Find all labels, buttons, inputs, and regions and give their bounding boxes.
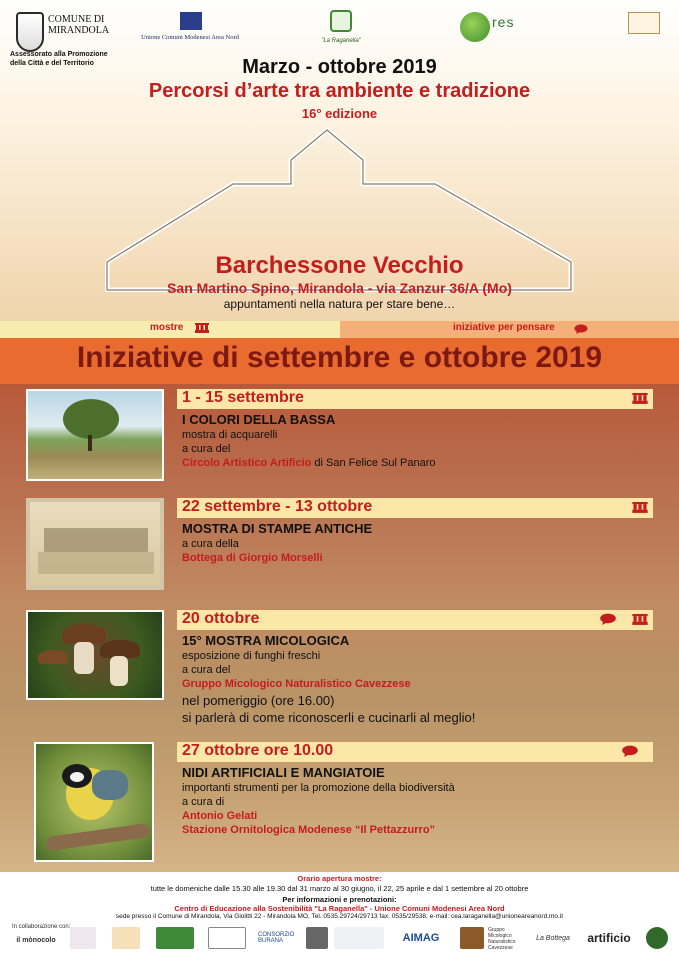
sponsor-artificio-logo: artificio — [587, 931, 631, 945]
edition-label: 16° edizione — [301, 106, 378, 121]
info-center: Centro di Educazione alla Sostenibilità "La Raganella" - Unione Comuni Modenesi Area Nord — [174, 904, 505, 913]
event-4-organization: Stazione Ornitologica Modenese “Il Pettazzurro” — [182, 824, 436, 836]
exhibition-icon — [631, 502, 649, 514]
coat-of-arms-icon — [16, 12, 44, 52]
venue-tagline: appuntamenti nella natura per stare bene… — [223, 297, 456, 311]
partner-logo — [618, 10, 670, 46]
event-1-date: 1 - 15 settembre — [182, 389, 304, 406]
event-4-organizer: Antonio Gelati — [182, 810, 258, 822]
legend-iniziative-label: iniziative per pensare — [453, 322, 555, 333]
event-1-organizer-line — [182, 457, 436, 469]
venue-name: Barchessone Vecchio — [215, 252, 464, 279]
sponsor-logo-7 — [306, 927, 328, 949]
raganella-logo — [310, 8, 372, 52]
main-title: Iniziative di settembre e ottobre 2019 — [76, 341, 603, 374]
mushrooms-image — [26, 610, 164, 700]
event-3-date: 20 ottobre — [182, 610, 260, 627]
sponsor-logo-5 — [208, 927, 246, 949]
exhibition-icon — [631, 393, 649, 405]
series-subtitle: Percorsi d’arte tra ambiente e tradizione — [148, 80, 531, 102]
sponsor-logo-3 — [112, 927, 140, 949]
collaboration-label: In collaborazione con: — [12, 924, 71, 930]
sponsor-bottega-logo: La Bottega — [536, 934, 570, 942]
event-2-title: MOSTRA DI STAMPE ANTICHE — [182, 521, 373, 536]
sponsor-logo-4 — [156, 927, 194, 949]
speech-bubble-icon — [574, 324, 588, 334]
sponsor-monocolo-logo: il mònocolo — [16, 936, 56, 944]
exhibition-icon — [194, 323, 210, 334]
info-title: Per informazioni e prenotazioni: — [282, 895, 397, 904]
event-3-afternoon-time: nel pomeriggio (ore 16.00) — [182, 693, 335, 708]
event-4-date: 27 ottobre ore 10.00 — [182, 742, 334, 759]
speech-bubble-icon — [599, 613, 617, 625]
event-2-organizer: Bottega di Giorgio Morselli — [182, 552, 323, 564]
event-3-afternoon-topic: si parlerà di come riconoscerli e cucinarli al meglio! — [182, 710, 476, 725]
sponsor-logo-2 — [70, 927, 96, 949]
event-3-organizer: Gruppo Micologico Naturalistico Cavezzese — [182, 678, 411, 690]
cres-circle-icon — [460, 12, 490, 42]
watercolor-landscape-image — [26, 389, 164, 481]
event-1-organizer: Circolo Artistico Artificio — [182, 457, 312, 469]
event-1-organizer-place: di San Felice Sul Panaro — [311, 457, 436, 469]
raganella-name: "La Raganella" — [321, 38, 361, 44]
cres-name: res — [492, 14, 515, 30]
sponsor-round-logo — [646, 927, 668, 949]
venue-address: San Martino Spino, Mirandola - via Zanzur 36/A (Mo) — [167, 280, 512, 296]
event-2-curated-by: a cura della — [182, 538, 239, 550]
event-1-curated-by: a cura del — [182, 443, 231, 455]
event-3-title: 15° MOSTRA MICOLOGICA — [182, 633, 350, 648]
opening-hours-title: Orario apertura mostre: — [297, 874, 382, 883]
sponsor-logo-8 — [334, 927, 384, 949]
sponsor-burana-logo: CONSORZIO BURANA — [258, 932, 295, 944]
exhibition-icon — [631, 614, 649, 626]
cres-logo — [460, 10, 532, 46]
speech-bubble-icon — [621, 745, 639, 757]
sponsor-aimag-logo: AIMAG — [402, 932, 440, 944]
season-dates: Marzo - ottobre 2019 — [242, 56, 437, 78]
mushroom-group-icon — [460, 927, 484, 949]
comune-subtitle: Assessorato alla Promozione della Città e del Territorio — [10, 51, 108, 67]
frog-icon — [330, 10, 352, 32]
unione-comuni-logo — [140, 12, 240, 52]
opening-hours-text: tutte le domeniche dalle 15.30 alle 19.30 dal 31 marzo al 30 giugno, il 22, 25 aprile e dal 1 settembre al 20 ottobre — [150, 884, 529, 893]
event-1-title: I COLORI DELLA BASSA — [182, 412, 336, 427]
unione-name: Unione Comuni Modenesi Area Nord — [141, 34, 239, 41]
sponsor-micologico-logo: Gruppo Micologico Naturalistico Cavezzese — [488, 927, 516, 951]
great-tit-bird-image — [34, 742, 154, 862]
building-emblem-icon — [628, 12, 660, 34]
info-address: sede presso il Comune di Mirandola, Via Giolitti 22 - Mirandola MO, Tel. 0535.29724/29713 fax: 0535/29538, e-mail: cea.laraganella@unioneareanord.mo.it — [115, 913, 564, 920]
comune-name: COMUNE DI MIRANDOLA — [48, 14, 110, 36]
event-2-date: 22 settembre - 13 ottobre — [182, 498, 373, 515]
event-1-description: mostra di acquarelli — [182, 429, 278, 441]
antique-print-image — [26, 498, 164, 590]
event-4-curated-by: a cura di — [182, 796, 225, 808]
unione-emblem-icon — [180, 12, 202, 30]
legend-mostre-label: mostre — [150, 322, 184, 333]
event-3-description: esposizione di funghi freschi — [182, 650, 321, 662]
event-4-description: importanti strumenti per la promozione della biodiversità — [182, 782, 455, 794]
event-3-curated-by: a cura del — [182, 664, 231, 676]
event-4-title: NIDI ARTIFICIALI E MANGIATOIE — [182, 765, 385, 780]
